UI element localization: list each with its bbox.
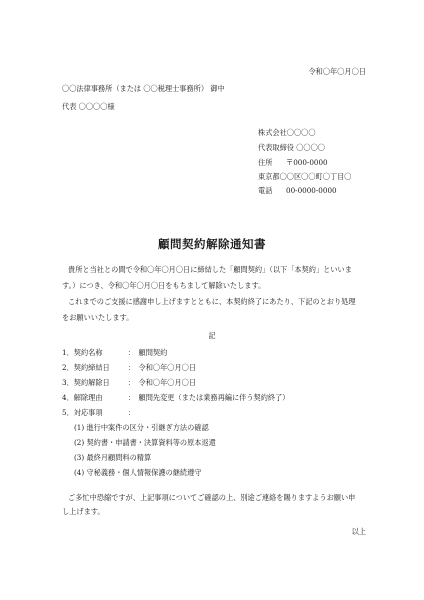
list-item xyxy=(62,363,196,373)
sub-item: (3) 最終月顧問料の精算 xyxy=(74,453,152,462)
sender-address-postal xyxy=(258,158,328,168)
list-item xyxy=(62,378,196,388)
sender-ceo: 代表取締役 〇〇〇〇 xyxy=(258,143,325,152)
item-label: 対応事項 xyxy=(73,408,103,417)
item-number: 3． xyxy=(62,378,74,387)
closing-line1: ご多忙中恐縮ですが、上記事項についてご確認の上、別途ご連絡を賜りますようお願い申 xyxy=(68,493,356,502)
item-label: 契約解除日 xyxy=(73,378,110,387)
address-label: 住所 xyxy=(258,158,273,167)
list-item xyxy=(62,393,289,403)
item-number: 5． xyxy=(62,408,74,417)
item-label: 契約締結日 xyxy=(73,363,110,372)
phone-value: 00-0000-0000 xyxy=(286,186,337,195)
item-value: ： 顧問先変更（または業務再編に伴う契約終了） xyxy=(127,393,290,402)
sub-item: (1) 進行中案件の区分・引継ぎ方法の確認 xyxy=(74,423,209,432)
body-para2-line1: これまでのご支援に感謝申し上げますとともに、本契約終了にあたり、下記のとおり処理 xyxy=(68,297,356,306)
item-label: 解除理由 xyxy=(73,393,103,402)
sender-phone xyxy=(258,186,337,196)
body-para1-line2: す。）につき、令和〇年〇月〇日をもちまして解除いたします。 xyxy=(62,281,266,290)
sub-item: (2) 契約書・申請書・決算資料等の原本返還 xyxy=(74,438,216,447)
sender-company: 株式会社〇〇〇〇 xyxy=(258,128,316,137)
item-label: 契約名称 xyxy=(73,348,103,357)
recipient-office: 〇〇法律事務所（または 〇〇税理士事務所） 御中 xyxy=(62,84,225,93)
sub-item: (4) 守秘義務・個人情報保護の継続遵守 xyxy=(74,468,202,477)
list-item xyxy=(62,348,167,358)
item-number: 4． xyxy=(62,393,74,402)
sender-address-line: 東京都〇〇区〇〇町〇丁目〇 xyxy=(258,172,352,181)
closing-line2: し上げます。 xyxy=(62,507,105,516)
body-para1-line1: 貴所と当社との間で令和〇年〇月〇日に締結した「顧問契約」（以下「本契約」といいま xyxy=(68,265,352,274)
item-value: ： xyxy=(127,408,135,417)
recipient-representative: 代表 〇〇〇〇様 xyxy=(62,102,115,111)
body-para2-line2: をお願いいたします。 xyxy=(62,313,134,322)
closing-end: 以上 xyxy=(351,527,366,536)
document-date: 令和〇年〇月〇日 xyxy=(308,67,366,76)
item-number: 1． xyxy=(62,348,74,357)
ki-heading: 記 xyxy=(208,331,216,340)
document-title: 顧問契約解除通知書 xyxy=(158,237,266,251)
item-value: ： 令和〇年〇月〇日 xyxy=(127,378,197,387)
phone-label: 電話 xyxy=(258,186,273,195)
item-value: ： 令和〇年〇月〇日 xyxy=(127,363,197,372)
item-value: ： 顧問契約 xyxy=(127,348,168,357)
address-postal-value: 〒000-0000 xyxy=(286,158,328,167)
list-item xyxy=(62,408,135,418)
item-number: 2． xyxy=(62,363,74,372)
